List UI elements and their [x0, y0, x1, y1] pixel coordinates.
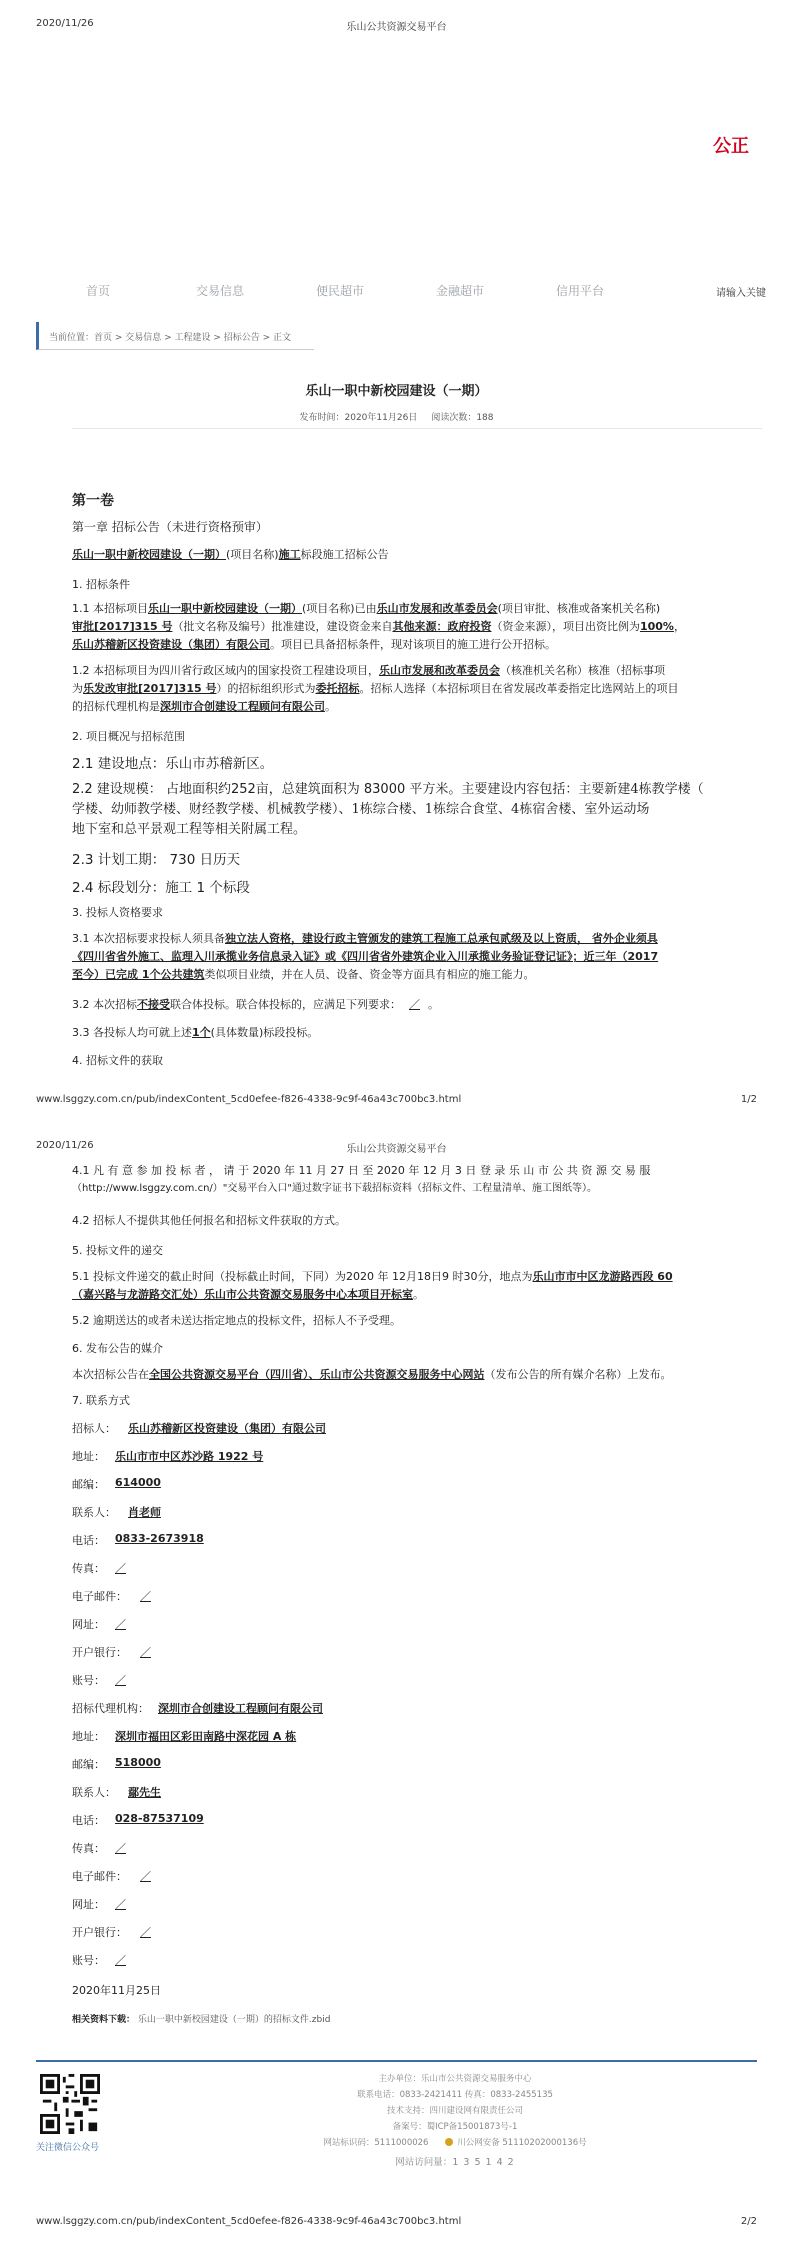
chapter-heading: 第一章 招标公告（未进行资格预审） — [72, 520, 268, 534]
tenderee-label: 招标人： — [72, 1422, 116, 1435]
attachment-link[interactable]: 乐山一职中新校园建设（一期）的招标文件.zbid — [137, 2015, 331, 2025]
email-value: ／ — [140, 1590, 151, 1603]
text: 网站访问量： — [395, 2157, 453, 2168]
address-label: 地址： — [72, 1450, 105, 1463]
text: 5.1 投标文件递交的截止时间（投标截止时间，下同）为2020 年 12月18日9 时30分，地点为 — [72, 1270, 533, 1283]
text: 100% — [639, 620, 674, 633]
page-title: 乐山一职中新校园建设（一期） — [305, 384, 488, 399]
text: ／ — [409, 998, 420, 1011]
agency-phone-value: 028-87537109 — [115, 1812, 204, 1825]
nav-item-convenience[interactable]: 便民超市 — [316, 284, 365, 298]
nav-item-home[interactable]: 首页 — [86, 284, 111, 298]
text: 网站标识码： — [323, 2138, 375, 2148]
text: 。招标人选择（本招标项目在省发展改革委指定比选网站上的项目 — [359, 682, 679, 695]
paragraph-1-1 — [72, 600, 793, 654]
agency-person-label: 联系人： — [72, 1786, 116, 1799]
agency-person-value: 鄢先生 — [128, 1786, 161, 1799]
text: (具体数量)标段投标。 — [210, 1026, 319, 1039]
print-site-title: 乐山公共资源交易平台 — [346, 1144, 447, 1155]
text: (项目审批、核准或备案机关名称) — [497, 602, 661, 615]
contact-person-label: 联系人： — [72, 1506, 116, 1519]
nav-item-credit[interactable]: 信用平台 — [556, 284, 605, 298]
section-heading-3: 3. 投标人资格要求 — [72, 906, 163, 919]
fax-label: 传真： — [72, 1562, 105, 1575]
text: 类似项目业绩，并在人员、设备、资金等方面具有相应的施工能力。 — [204, 968, 535, 981]
section-heading-6: 6. 发布公告的媒介 — [72, 1342, 163, 1355]
text: 乐发改审批[2017]315 号 — [83, 682, 217, 695]
views-count: 188 — [476, 413, 494, 423]
text: 的招标代理机构是 — [72, 700, 160, 713]
text: 1.2 本招标项目为四川省行政区域内的国家投资工程建设项目， — [72, 664, 379, 677]
section-heading-7: 7. 联系方式 — [72, 1394, 130, 1407]
wechat-qr-code — [40, 2074, 100, 2134]
paragraph-3-1 — [72, 930, 793, 984]
agency-email-label: 电子邮件： — [72, 1870, 127, 1883]
agency-label: 招标代理机构： — [72, 1702, 149, 1715]
paragraph-6 — [72, 1366, 672, 1382]
attachment-label: 相关资料下载： — [72, 2015, 136, 2025]
text: 。项目已具备招标条件，现对该项目的施工进行公开招标。 — [270, 638, 556, 651]
agency-website-label: 网址： — [72, 1898, 105, 1911]
text: 深圳市合创建设工程顾问有限公司 — [160, 700, 325, 713]
text: (项目名称) — [226, 548, 279, 561]
bank-value: ／ — [140, 1646, 151, 1659]
zip-value: 614000 — [115, 1476, 161, 1489]
publish-time-label: 发布时间： — [299, 413, 345, 423]
agency-account-label: 账号： — [72, 1954, 105, 1967]
text: 本次招标公告在 — [72, 1368, 149, 1381]
paragraph-3-2 — [72, 996, 439, 1012]
agency-fax-value: ／ — [115, 1842, 126, 1855]
text: 委托招标 — [315, 682, 360, 695]
notice-heading — [72, 546, 389, 562]
text: （资金来源），项目出资比例为 — [491, 620, 640, 633]
section-heading-1: 1. 招标条件 — [72, 578, 130, 591]
print-url: www.lsggzy.com.cn/pub/indexContent_5cd0efee-f826-4338-9c9f-46a43c700bc3.html — [36, 1094, 462, 1105]
section-heading-2: 2. 项目概况与招标范围 — [72, 730, 185, 743]
agency-fax-label: 传真： — [72, 1842, 105, 1855]
text: 施工 1 个标段 — [165, 880, 250, 896]
text: 3.2 本次招标 — [72, 998, 137, 1011]
text[interactable]: 川公网安备 51110202000136号 — [457, 2138, 587, 2148]
agency-website-value: ／ — [115, 1898, 126, 1911]
account-label: 账号： — [72, 1674, 105, 1687]
text: 地下室和总平景观工程等相关附属工程。 — [72, 822, 307, 837]
print-date: 2020/11/26 — [36, 1140, 94, 1151]
text: （批文名称及编号）批准建设，建设资金来自 — [172, 620, 393, 633]
footer-site-code — [290, 2136, 620, 2148]
text: 独立法人资格，建设行政主管颁发的建筑工程施工总承包贰级及以上资质， 省外企业须具 — [225, 932, 658, 945]
paragraph-1-2 — [72, 662, 793, 716]
agency-phone-label: 电话： — [72, 1814, 105, 1827]
text: 至今）已完成 1个公共建筑 — [72, 968, 205, 981]
text: 全国公共资源交易平台（四川省）、乐山市公共资源交易服务中心网站 — [149, 1368, 485, 1381]
text: 。 — [413, 1288, 424, 1301]
text: 5111000026 — [374, 2138, 429, 2148]
text: 1个 — [192, 1026, 211, 1039]
print-page-2 — [0, 1122, 793, 2244]
section-heading-4: 4. 招标文件的获取 — [72, 1054, 163, 1067]
text: 乐山市发展和改革委员会 — [376, 602, 498, 615]
site-brand-logo[interactable]: 公正 — [713, 136, 749, 157]
print-page-number: 2/2 — [740, 2216, 757, 2227]
text: 乐山苏稽新区投资建设（集团）有限公司 — [72, 638, 270, 651]
text: 乐山一职中新校园建设（一期） — [148, 602, 302, 615]
agency-address-value: 深圳市福田区彩田南路中深花园 A 栋 — [115, 1730, 297, 1743]
nav-item-trade-info[interactable]: 交易信息 — [196, 284, 245, 298]
footer-divider — [36, 2060, 757, 2062]
text: （核准机关名称）核准（招标事项 — [500, 664, 665, 677]
text: 不接受 — [137, 998, 170, 1011]
breadcrumb-text[interactable]: 当前位置：首页 > 交易信息 > 工程建设 > 招标公告 > 正文 — [49, 333, 292, 343]
text: 《四川省省外施工、监理入川承揽业务信息录入证》或《四川省省外建筑企业入川承揽业务验证登记证》；近三年（2017 — [72, 950, 659, 963]
text: 3.1 本次招标要求投标人须具备 — [72, 932, 225, 945]
paragraph-5-2: 5.2 逾期送达的或者未送达指定地点的投标文件，招标人不予受理。 — [72, 1314, 401, 1327]
zip-label: 邮编： — [72, 1478, 105, 1491]
text: (项目名称)已由 — [302, 602, 377, 615]
phone-value: 0833-2673918 — [115, 1532, 204, 1545]
print-page-number: 1/2 — [740, 1094, 757, 1105]
text: 乐山市市中区龙游路西段 60 — [532, 1270, 673, 1283]
agency-zip-label: 邮编： — [72, 1758, 105, 1771]
publish-time: 2020年11月26日 — [344, 413, 418, 423]
planned-duration: 2.3 计划工期： 730 日历天 — [72, 852, 241, 868]
agency-email-value: ／ — [140, 1870, 151, 1883]
construction-scale — [72, 780, 793, 840]
text: ， — [673, 620, 685, 633]
text: 。 — [325, 700, 336, 713]
divider — [72, 428, 762, 429]
text: 施工 — [278, 548, 301, 561]
text: 2.2 建设规模： 占地面积约252亩，总建筑面积为 83000 平方米。 — [72, 782, 462, 797]
account-value: ／ — [115, 1674, 126, 1687]
print-url: www.lsggzy.com.cn/pub/indexContent_5cd0efee-f826-4338-9c9f-46a43c700bc3.html — [36, 2216, 462, 2227]
article-meta — [0, 410, 793, 423]
fax-value: ／ — [115, 1562, 126, 1575]
section-heading-5: 5. 投标文件的递交 — [72, 1244, 163, 1257]
text: 。 — [428, 998, 439, 1011]
nav-item-finance[interactable]: 金融超市 — [436, 284, 485, 298]
text: （http://www.lsggzy.com.cn/）"交易平台入口"通过数字证书下载招标资料（招标文件、工程量清单、施工图纸等）。 — [72, 1183, 597, 1194]
main-nav — [0, 282, 793, 312]
volume-heading: 第一卷 — [72, 493, 114, 509]
agency-account-value: ／ — [115, 1954, 126, 1967]
construction-site: 2.1 建设地点：乐山市苏稽新区。 — [72, 756, 274, 772]
agency-zip-value: 518000 — [115, 1756, 161, 1769]
address-value: 乐山市市中区苏沙路 1922 号 — [115, 1450, 264, 1463]
print-date: 2020/11/26 — [36, 18, 94, 29]
footer-icp[interactable]: 备案号：蜀ICP备15001873号-1 — [392, 2122, 518, 2132]
text: 4.1 凡 有 意 参 加 投 标 者 ， 请 于 2020 年 11 月 27 日 至 2020 年 12 月 3 日 登 录 乐 山 市 公 共 资 源 交 易 服 — [72, 1164, 651, 1177]
text: 乐山市发展和改革委员会 — [379, 664, 500, 677]
views-label: 阅读次数： — [431, 413, 477, 423]
lot-division — [72, 876, 250, 896]
email-label: 电子邮件： — [72, 1590, 127, 1603]
text: ）的招标组织形式为 — [216, 682, 316, 695]
text: 其他来源：政府投资 — [392, 620, 492, 633]
paragraph-4-1 — [72, 1162, 793, 1198]
wechat-follow-caption[interactable]: 关注微信公众号 — [36, 2143, 100, 2153]
text: 3.3 各投标人均可就上述 — [72, 1026, 192, 1039]
attachment-row — [72, 2012, 330, 2025]
text: （嘉兴路与龙游路交汇处）乐山市公共资源交易服务中心本项目开标室 — [72, 1288, 413, 1301]
bank-label: 开户银行： — [72, 1646, 127, 1659]
phone-label: 电话： — [72, 1534, 105, 1547]
contact-person-value: 肖老师 — [128, 1506, 161, 1519]
footer-host: 主办单位：乐山市公共资源交易服务中心 — [378, 2074, 532, 2084]
police-badge-icon — [445, 2138, 453, 2146]
footer-phone: 联系电话：0833-2421411 传真：0833-2455135 — [357, 2090, 553, 2100]
text: 主要建设内容包括：主要新建4栋教学楼（ — [461, 782, 704, 797]
footer-support: 技术支持：四川建设网有限责任公司 — [386, 2106, 523, 2116]
tenderee-value: 乐山苏稽新区投资建设（集团）有限公司 — [128, 1422, 326, 1435]
print-site-title: 乐山公共资源交易平台 — [346, 22, 447, 33]
footer-visits — [290, 2154, 620, 2168]
project-name: 乐山一职中新校园建设（一期） — [72, 548, 226, 561]
agency-address-label: 地址： — [72, 1730, 105, 1743]
text: 标段施工招标公告 — [300, 548, 389, 561]
paragraph-3-3 — [72, 1024, 318, 1040]
text: 2.4 标段划分： — [72, 880, 166, 896]
paragraph-5-1 — [72, 1268, 793, 1304]
search-input[interactable]: 请输入关键 — [716, 288, 766, 299]
text: （发布公告的所有媒介名称）上发布。 — [484, 1368, 672, 1381]
website-label: 网址： — [72, 1618, 105, 1631]
text: 1 3 5 1 4 2 — [452, 2157, 515, 2168]
notice-date: 2020年11月25日 — [72, 1984, 161, 1997]
text: 学楼、幼师教学楼、财经教学楼、机械教学楼）、1栋综合楼、1栋综合食堂、4栋宿舍楼、室外运动场 — [72, 802, 650, 817]
text: 为 — [72, 682, 83, 695]
agency-bank-value: ／ — [140, 1926, 151, 1939]
paragraph-4-2: 4.2 招标人不提供其他任何报名和招标文件获取的方式。 — [72, 1214, 346, 1227]
breadcrumb — [36, 322, 314, 350]
text: 审批[2017]315 号 — [72, 620, 173, 633]
agency-value: 深圳市合创建设工程顾问有限公司 — [158, 1702, 323, 1715]
text: 联合体投标。联合体投标的，应满足下列要求： — [170, 998, 401, 1011]
agency-bank-label: 开户银行： — [72, 1926, 127, 1939]
website-value: ／ — [115, 1618, 126, 1631]
text: 1.1 本招标项目 — [72, 602, 148, 615]
